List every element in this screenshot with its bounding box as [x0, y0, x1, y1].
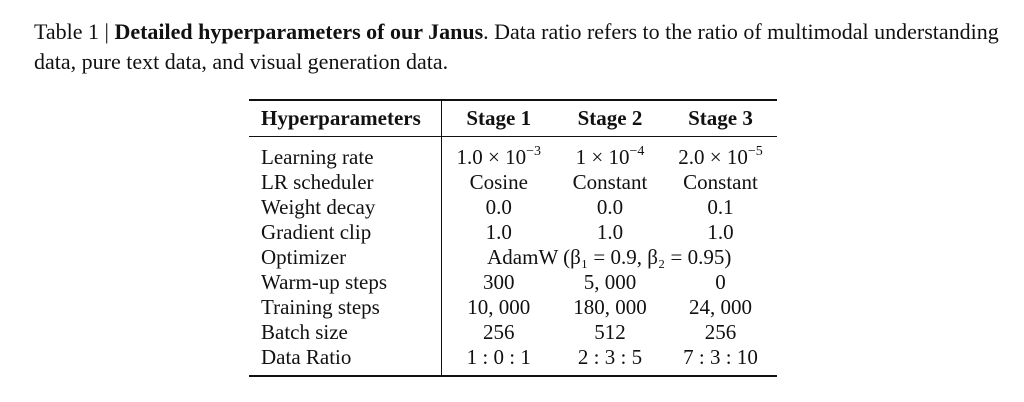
table-caption: [34, 17, 1009, 77]
header-hyperparameters: Hyperparameters: [249, 100, 441, 137]
header-stage-1: Stage 1: [441, 100, 556, 137]
caption-title: Detailed hyperparameters of our Janus: [114, 19, 484, 44]
row-warmup-steps: [249, 270, 777, 295]
row-lr-scheduler: [249, 170, 777, 195]
table-cell: 0: [715, 270, 726, 294]
table-cell: 0.0: [485, 195, 512, 219]
row-label: Optimizer: [249, 245, 441, 270]
table-cell: 180, 000: [573, 295, 647, 319]
table-cell-merged: AdamW (β₁ = 0.9, β₂ = 0.95): [487, 245, 732, 269]
table-cell: 0.0: [596, 195, 624, 219]
table-cell: Constant: [683, 170, 758, 194]
header-stage-3: Stage 3: [664, 100, 777, 137]
row-label: LR scheduler: [249, 170, 441, 195]
table-cell: 10, 000: [467, 295, 531, 319]
cell-lr-stage-2: [556, 137, 664, 171]
table-cell: 2 : 3 : 5: [556, 345, 664, 376]
caption-body: . Data ratio refers to the ratio of multimodal understanding data, pure text data, and visual generation data.: [34, 19, 999, 74]
lr-stage-2-exponent: −4: [629, 144, 645, 159]
row-gradient-clip: [249, 220, 777, 245]
table-cell: 1.0: [596, 220, 624, 244]
row-label: Data Ratio: [249, 345, 441, 376]
row-label: Learning rate: [249, 137, 441, 171]
table-cell: 1 : 0 : 1: [441, 345, 556, 376]
row-label: Batch size: [249, 320, 441, 345]
table-cell: 24, 000: [689, 295, 752, 319]
row-learning-rate: [249, 137, 777, 171]
table-cell: 5, 000: [583, 270, 637, 294]
lr-stage-3-mantissa: 2.0 × 10: [678, 145, 748, 169]
header-stage-2: Stage 2: [556, 100, 664, 137]
row-data-ratio: [249, 345, 777, 376]
hyperparameter-table: [249, 99, 777, 377]
lr-stage-1-mantissa: 1.0 × 10: [456, 145, 527, 169]
table-cell: 256: [483, 320, 515, 344]
row-optimizer: [249, 245, 777, 270]
table-cell: 1.0: [707, 220, 734, 244]
table-cell: 300: [483, 270, 515, 294]
header-row: [249, 100, 777, 137]
row-label: Training steps: [249, 295, 441, 320]
cell-lr-stage-3: [664, 137, 777, 171]
row-batch-size: [249, 320, 777, 345]
table-cell: Constant: [572, 170, 648, 194]
row-training-steps: [249, 295, 777, 320]
table-cell: 1.0: [485, 220, 512, 244]
caption-prefix: Table 1 |: [34, 19, 115, 44]
table-cell: 512: [594, 320, 626, 344]
table-cell: Cosine: [469, 170, 528, 194]
row-label: Gradient clip: [249, 220, 441, 245]
cell-lr-stage-1: [441, 137, 556, 171]
table-cell: 7 : 3 : 10: [664, 345, 777, 376]
row-label: Warm-up steps: [249, 270, 441, 295]
row-weight-decay: [249, 195, 777, 220]
lr-stage-1-exponent: −3: [526, 144, 541, 159]
lr-stage-2-mantissa: 1 × 10: [575, 145, 630, 169]
lr-stage-3-exponent: −5: [747, 144, 763, 159]
row-label: Weight decay: [249, 195, 441, 220]
hyperparameter-table-container: [249, 99, 777, 377]
table-cell: 256: [704, 320, 737, 344]
table-cell: 0.1: [707, 195, 734, 219]
